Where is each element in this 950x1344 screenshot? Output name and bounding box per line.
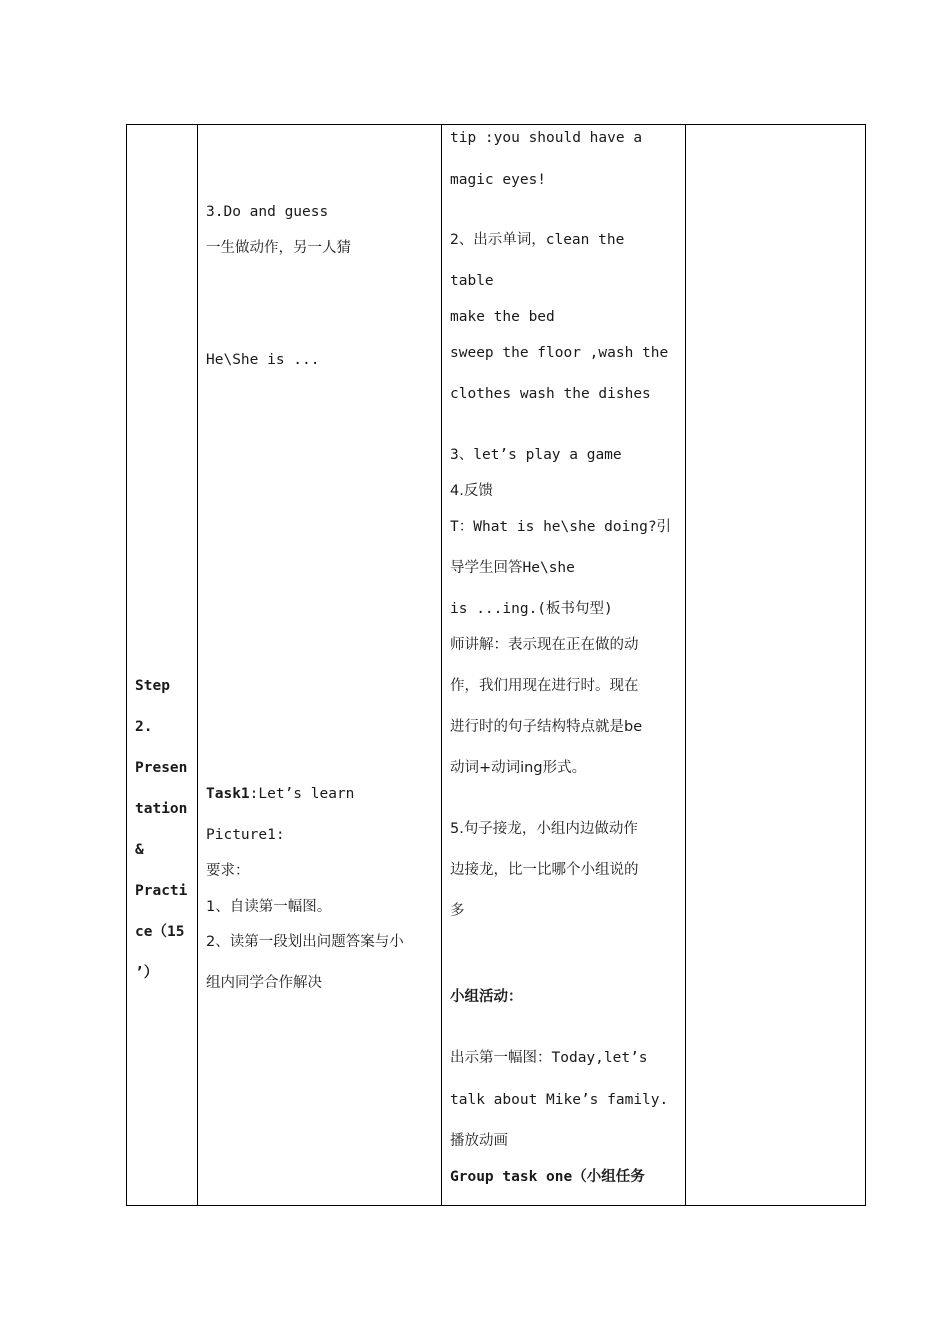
- words-line: sweep the floor ,wash the: [450, 345, 669, 361]
- tip-line: tip :you should have a: [450, 130, 643, 146]
- words-line: make the bed: [450, 309, 555, 325]
- task1-label: Task1: [206, 786, 250, 802]
- chain-line: 多: [450, 903, 465, 919]
- words-line: clothes wash the dishes: [450, 386, 651, 402]
- group-activity-heading: 小组活动：: [450, 989, 523, 1005]
- step-label-line: &: [135, 842, 144, 858]
- step-label-line: ce（15: [135, 924, 185, 940]
- do-guess-title: 3.Do and guess: [206, 204, 329, 220]
- feedback-heading: 4.反馈: [450, 483, 493, 499]
- task1-heading: [206, 784, 354, 804]
- explanation-line: 动词+动词ing形式。: [450, 760, 587, 776]
- step-label-line: tation: [135, 801, 188, 817]
- words-line: table: [450, 273, 494, 289]
- do-guess-desc: 一生做动作，另一人猜: [206, 240, 351, 256]
- lesson-plan-table: [126, 124, 866, 1206]
- step-label-line: Presen: [135, 760, 188, 776]
- step-label-line: Step: [135, 678, 170, 694]
- animation-line: 播放动画: [450, 1133, 508, 1149]
- he-she-pattern: He\She is ...: [206, 352, 320, 368]
- feedback-line: T：What is he\she doing?引: [450, 519, 672, 535]
- requirement-item: 2、读第一段划出问题答案与小: [206, 934, 404, 950]
- requirement-label: 要求：: [206, 863, 250, 879]
- game-line: 3、let’s play a game: [450, 447, 622, 463]
- explanation-line: 师讲解：表示现在正在做的动: [450, 637, 639, 653]
- feedback-line: 导学生回答He\she: [450, 560, 575, 576]
- tip-line: magic eyes!: [450, 172, 547, 188]
- picture1-label: Picture1:: [206, 827, 285, 843]
- feedback-line: is ...ing.(板书句型): [450, 601, 613, 617]
- column-divider: [197, 125, 198, 1205]
- requirement-item-cont: 组内同学合作解决: [206, 975, 322, 991]
- step-label-line: 2.: [135, 719, 153, 735]
- words-line: 2、出示单词，clean the: [450, 232, 625, 248]
- requirement-item: 1、自读第一幅图。: [206, 899, 332, 915]
- column-divider: [685, 125, 686, 1205]
- explanation-line: 作，我们用现在进行时。现在: [450, 678, 639, 694]
- explanation-line: 进行时的句子结构特点就是be: [450, 719, 643, 735]
- chain-line: 5.句子接龙，小组内边做动作: [450, 821, 638, 837]
- picture-line: talk about Mike’s family.: [450, 1092, 669, 1108]
- column-divider: [441, 125, 442, 1205]
- step-label-line: ’）: [135, 965, 159, 981]
- picture-line: 出示第一幅图：Today,let’s: [450, 1050, 648, 1066]
- step-label-line: Practi: [135, 883, 188, 899]
- group-task-heading: Group task one（小组任务: [450, 1169, 645, 1185]
- chain-line: 边接龙，比一比哪个小组说的: [450, 862, 639, 878]
- task1-rest: :Let’s learn: [249, 786, 355, 802]
